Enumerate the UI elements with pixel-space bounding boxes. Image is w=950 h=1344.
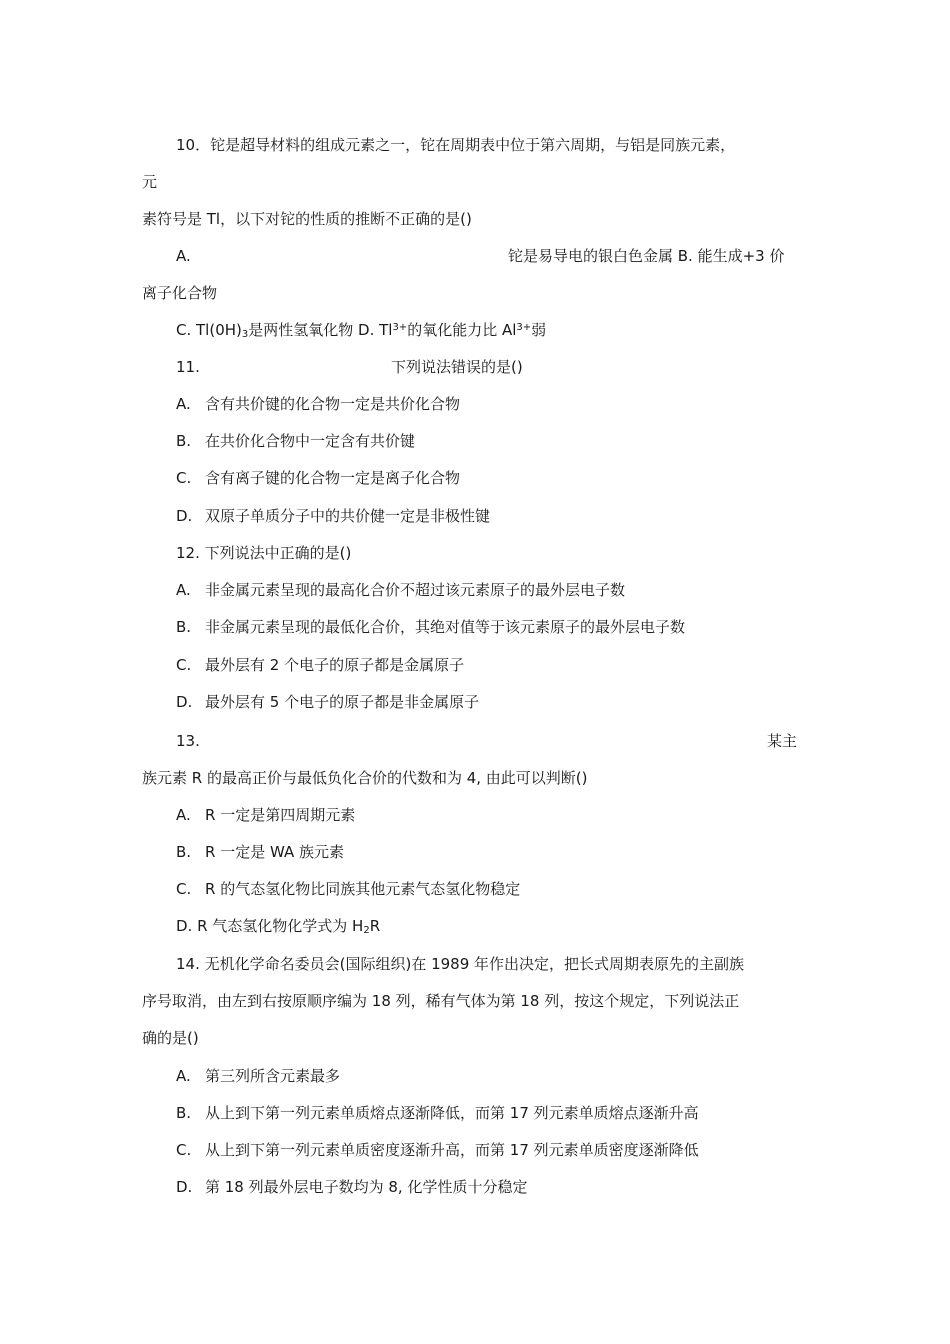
option-text: R 的气态氢化物比同族其他元素气态氢化物稳定: [205, 880, 521, 898]
q13-number: 13.: [176, 732, 200, 750]
q10-option-b-continued: 离子化合物: [142, 284, 218, 302]
q13-d-prefix: D. R 气态氢化物化学式为 H: [176, 917, 364, 935]
option-text: 在共价化合物中一定含有共价键: [205, 432, 416, 450]
q14-option-d: [176, 1177, 527, 1197]
q12-stem: 12. 下列说法中正确的是(): [176, 544, 352, 562]
q11-option-d: [176, 506, 490, 526]
q10-option-a-label: A.: [176, 247, 191, 265]
q12-option-a: [176, 580, 625, 600]
q13-d-subscript: 2: [363, 925, 370, 936]
q13-option-d: [176, 916, 380, 936]
option-text: R 一定是第四周期元素: [205, 806, 356, 824]
option-label: B.: [176, 1104, 192, 1122]
q10-option-a-text: 铊是易导电的银白色金属 B. 能生成+3 价: [508, 247, 785, 265]
q12-option-c: [176, 655, 464, 675]
q10-d-superscript-1: 3+: [392, 322, 408, 333]
q14-stem-line-3: 确的是(): [142, 1029, 199, 1047]
q14-option-c: [176, 1140, 699, 1160]
q10-c-middle: 是两性氢氧化物 D. Tl: [248, 321, 393, 339]
q12-option-b: [176, 617, 685, 637]
option-text: 第三列所含元素最多: [205, 1067, 341, 1085]
q10-c-subscript: 3: [241, 329, 249, 340]
q10-c-prefix: C. Tl(0H): [176, 321, 242, 339]
q13-d-end: R: [369, 917, 381, 935]
option-text: 最外层有 2 个电子的原子都是金属原子: [205, 656, 465, 674]
option-text: 第 18 列最外层电子数均为 8, 化学性质十分稳定: [205, 1178, 528, 1196]
q14-stem-line-1: 14. 无机化学命名委员会(国际组织)在 1989 年作出决定，把长式周期表原先的主副族: [176, 955, 745, 973]
q10-d-superscript-2: 3+: [516, 322, 532, 333]
option-text: R 一定是 WA 族元素: [205, 843, 344, 861]
option-label: A.: [176, 806, 191, 824]
option-text: 双原子单质分子中的共价健一定是非极性键: [205, 507, 491, 525]
q10-stem-line-1: 10．铊是超导材料的组成元素之一，铊在周期表中位于第六周期，与铝是同族元素，: [176, 136, 736, 154]
q14-stem-line-2: 序号取消，由左到右按原顺序编为 18 列，稀有气体为第 18 列，按这个规定，下列说法正: [142, 992, 740, 1010]
option-label: D.: [176, 507, 193, 525]
q13-option-b: [176, 842, 344, 862]
option-label: B.: [176, 843, 192, 861]
q10-d-end: 弱: [531, 321, 547, 339]
q11-number: 11.: [176, 358, 200, 376]
q11-option-a: [176, 394, 460, 414]
option-text: 从上到下第一列元素单质密度逐渐升高，而第 17 列元素单质密度逐渐降低: [205, 1141, 699, 1159]
q11-stem: 下列说法错误的是(): [391, 358, 523, 376]
option-label: D.: [176, 693, 193, 711]
option-label: B.: [176, 432, 192, 450]
q12-option-d: [176, 692, 479, 712]
option-label: B.: [176, 618, 192, 636]
option-label: C.: [176, 656, 192, 674]
q10-stem-line-2: 元: [142, 173, 158, 191]
q13-option-a: [176, 805, 355, 825]
option-text: 从上到下第一列元素单质熔点逐渐降低，而第 17 列元素单质熔点逐渐升高: [205, 1104, 699, 1122]
q11-option-c: [176, 468, 460, 488]
q10-d-middle: 的氧化能力比 Al: [407, 321, 517, 339]
option-label: C.: [176, 880, 192, 898]
option-text: 最外层有 5 个电子的原子都是非金属原子: [205, 693, 480, 711]
option-label: A.: [176, 395, 191, 413]
q13-stem-right: 某主: [767, 732, 798, 750]
q11-option-b: [176, 431, 415, 451]
option-text: 非金属元素呈现的最高化合价不超过该元素原子的最外层电子数: [205, 581, 626, 599]
q13-stem-continued: 族元素 R 的最高正价与最低负化合价的代数和为 4, 由此可以判断(): [142, 769, 588, 787]
option-label: A.: [176, 1067, 191, 1085]
option-label: D.: [176, 1178, 193, 1196]
option-label: C.: [176, 1141, 192, 1159]
option-text: 非金属元素呈现的最低化合价，其绝对值等于该元素原子的最外层电子数: [205, 618, 686, 636]
q10-option-c-d: [176, 320, 546, 340]
option-label: A.: [176, 581, 191, 599]
q10-stem-line-3: 素符号是 Tl，以下对铊的性质的推断不正确的是(): [142, 210, 472, 228]
q14-option-b: [176, 1103, 699, 1123]
option-text: 含有离子键的化合物一定是离子化合物: [205, 469, 461, 487]
q13-option-c: [176, 879, 520, 899]
q14-option-a: [176, 1066, 340, 1086]
option-text: 含有共价键的化合物一定是共价化合物: [205, 395, 461, 413]
option-label: C.: [176, 469, 192, 487]
